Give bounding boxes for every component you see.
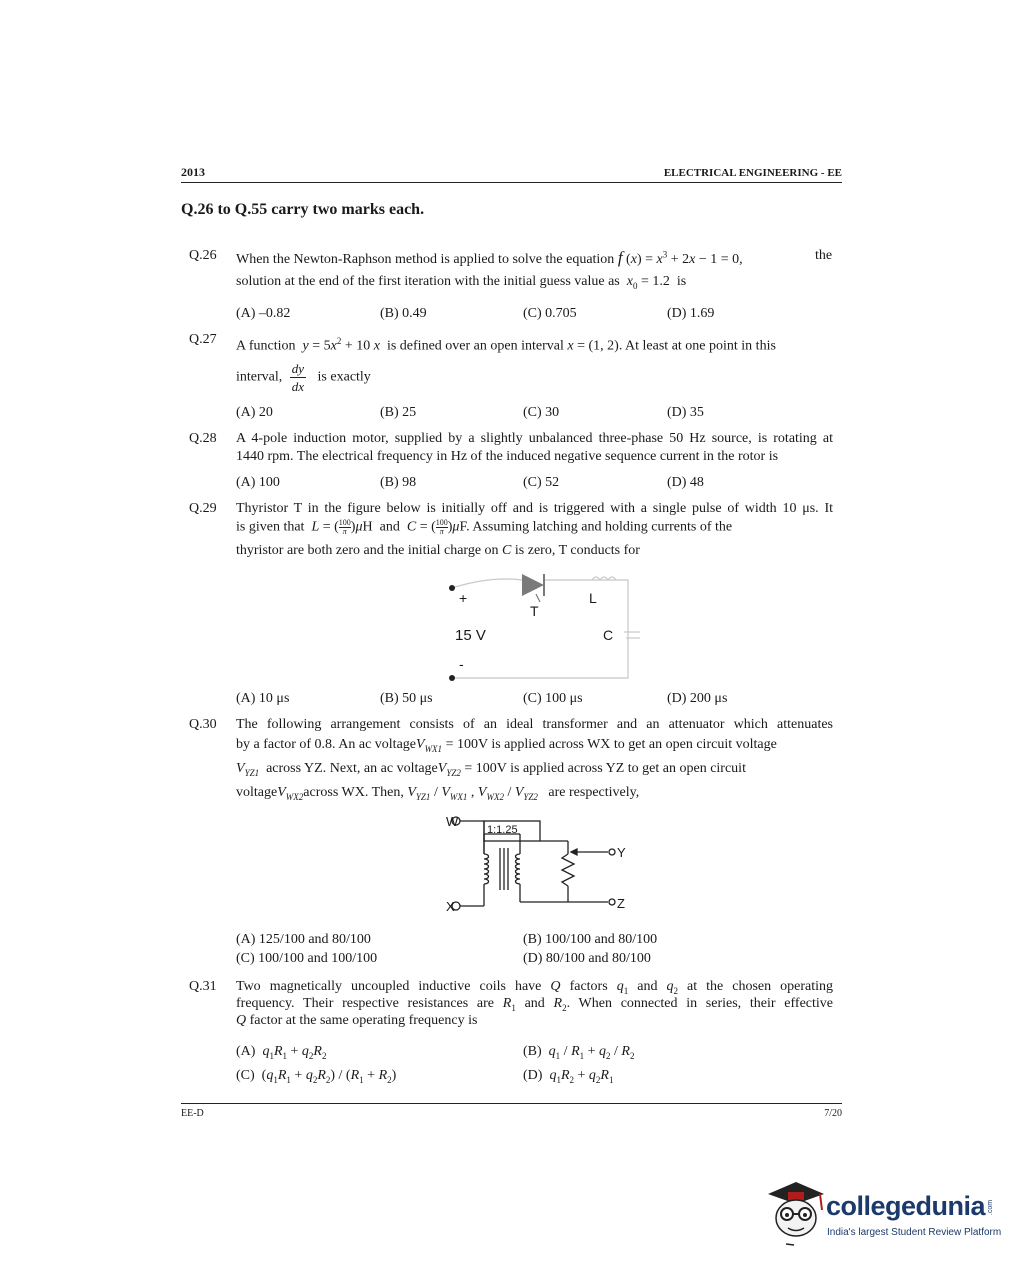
minus-label: - [459, 656, 464, 672]
label-z: Z [617, 896, 625, 911]
option-a: (A) $q_1R_1 + q_2R_2$ [236, 1044, 327, 1061]
turns-ratio: 1:1.25 [487, 824, 518, 836]
logo-wordmark: collegedunia [826, 1191, 986, 1221]
option-c: (C) 0.705 [523, 306, 577, 321]
question-text: is given that L = ( $\frac{100}{\pi}$ )μH and C = ( $\frac{100}{\pi}$ )μF. Assuming latching and holding currents of the [236, 518, 733, 536]
option-c: (C) 52 [523, 475, 560, 490]
question-number: Q.26 [189, 248, 217, 263]
question-text: Two magnetically uncoupled inductive coils have Q factors $q_1$ and $q_2$ at the chosen operating [236, 979, 834, 996]
option-c: (C) 100/100 and 100/100 [236, 951, 378, 966]
option-a: (A) 20 [236, 405, 273, 420]
question-text: A 4-pole induction motor, supplied by a slightly unbalanced three-phase 50 Hz source, is rotating at [236, 431, 833, 446]
mascot-icon [764, 1178, 828, 1248]
question-number: Q.30 [189, 717, 217, 732]
option-b: (B) 50 μs [380, 691, 433, 706]
question-text: $V_{YZ1}$ across YZ. Next, an ac voltageV$_{YZ2}$ = 100V is applied across YZ to get an open circuit [236, 761, 746, 778]
inductor-label: L [589, 590, 597, 606]
option-a: (A) 125/100 and 80/100 [236, 932, 371, 947]
capacitor-label: C [603, 627, 614, 643]
option-d: (D) 35 [667, 405, 704, 420]
option-a: (A) –0.82 [236, 306, 291, 321]
header-rule [181, 182, 842, 183]
exam-year: 2013 [181, 165, 205, 179]
option-b: (B) 25 [380, 405, 417, 420]
question-text: by a factor of 0.8. An ac voltageV$_{WX1}$ = 100V is applied across WX to get an open circuit voltage [236, 737, 777, 754]
option-c: (C) 30 [523, 405, 560, 420]
label-w: W [446, 814, 459, 829]
option-a: (A) 100 [236, 475, 280, 490]
bottom-terminal [449, 675, 455, 681]
question-text: interval, $\frac{dy}{dx}$ is exactly [236, 361, 371, 394]
option-d: (D) 80/100 and 80/100 [523, 951, 651, 966]
thyristor-symbol [522, 574, 544, 602]
terminal-z [609, 899, 615, 905]
question-text: The following arrangement consists of an ideal transformer and an attenuator which attenuates [236, 717, 833, 732]
question-text: When the Newton-Raphson method is applied to solve the equation f $(x) = x^3 + 2x - 1 = 0$, [236, 248, 743, 267]
option-d: (D) 200 μs [667, 691, 728, 706]
exam-subject: ELECTRICAL ENGINEERING - EE [663, 167, 842, 179]
page-number: 7/20 [824, 1108, 842, 1119]
source-label: 15 V [455, 627, 486, 644]
question-text: 1440 rpm. The electrical frequency in Hz of the induced negative sequence current in the rotor is [236, 449, 779, 464]
question-number: Q.28 [189, 431, 217, 446]
plus-label: + [459, 590, 468, 606]
transformer-attenuator-diagram [440, 812, 640, 917]
question-number: Q.31 [189, 979, 217, 994]
footer-rule [181, 1103, 842, 1104]
logo-tagline: India's largest Student Review Platform [827, 1227, 1002, 1238]
option-d: (D) 1.69 [667, 306, 715, 321]
question-number: Q.29 [189, 501, 217, 516]
question-text: voltageV$_{WX2}$across WX. Then, $V_{YZ1} / V_{WX1}$ , $V_{WX2} / V_{YZ2}$ are respectively, [236, 785, 640, 802]
thyristor-label: T [530, 603, 539, 619]
option-b: (B) 98 [380, 475, 417, 490]
option-c: (C) 100 μs [523, 691, 583, 706]
option-a: (A) 10 μs [236, 691, 290, 706]
question-text: A function $y = 5x^2 + 10$ x is defined over an open interval x = (1, 2). At least at one point in this [236, 336, 776, 354]
question-text: thyristor are both zero and the initial charge on C is zero, T conducts for [236, 543, 640, 558]
option-c: (C) $(q_1R_1 + q_2R_2) / (R_1 + R_2)$ [236, 1068, 397, 1085]
question-text: Q factor at the same operating frequency is [236, 1013, 478, 1028]
label-x: X [446, 899, 455, 914]
label-y: Y [617, 845, 626, 860]
option-b: (B) 100/100 and 80/100 [523, 932, 658, 947]
option-b: (B) $q_1 / R_1 + q_2 / R_2$ [523, 1044, 635, 1061]
logo-dotcom: .com [987, 1199, 995, 1216]
question-text: Thyristor T in the figure below is initially off and is triggered with a single pulse of width 10 μs. It [236, 501, 833, 516]
terminal-y [609, 849, 615, 855]
option-b: (B) 0.49 [380, 306, 427, 321]
question-text: frequency. Their respective resistances are $R_1$ and $R_2$. When connected in series, their effective [236, 996, 834, 1013]
footer-code: EE-D [181, 1108, 204, 1119]
top-terminal [449, 585, 455, 591]
option-d: (D) $q_1R_2 + q_2R_1$ [523, 1068, 614, 1085]
question-text: solution at the end of the first iteration with the initial guess value as $x_0 = 1.2$ is [236, 274, 687, 291]
option-d: (D) 48 [667, 475, 704, 490]
section-title: Q.26 to Q.55 carry two marks each. [181, 201, 425, 218]
question-number: Q.27 [189, 332, 217, 347]
